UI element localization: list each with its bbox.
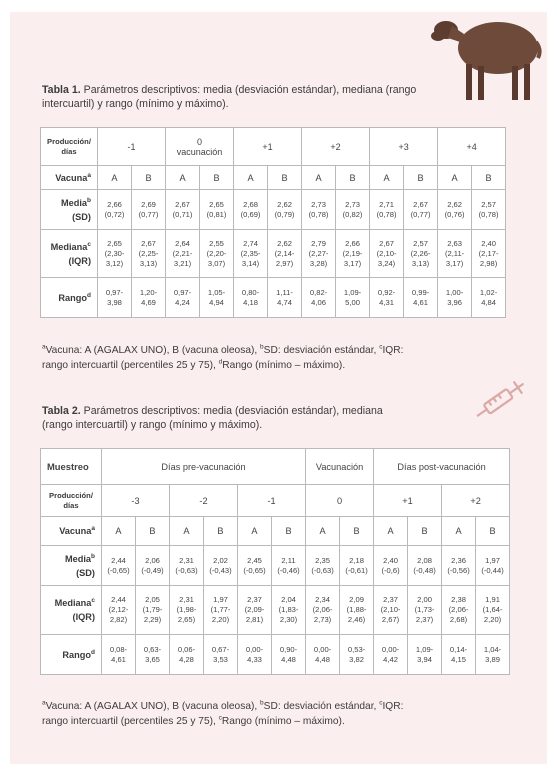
table-cell: [476, 586, 510, 635]
table-cell: [166, 190, 200, 230]
row-label-sup: c: [87, 240, 91, 248]
table-cell: [200, 278, 234, 318]
sheep-icon: [430, 8, 542, 108]
t1-note-l1: Vacuna: A (AGALAX UNO), B (vacuna oleosa),: [45, 345, 261, 356]
table-cell-value: 2,62 (2,14- 2,97): [274, 238, 295, 268]
table-cell-value: 2,64 (2,21- 3,21): [172, 238, 193, 268]
table-cell-value: 2,57 (2,26- 3,13): [410, 238, 431, 268]
vacuna-group-cell: A: [234, 166, 268, 190]
t2-vacuna-row: [41, 517, 510, 546]
table-cell-value: 0,00- 4,33: [245, 644, 264, 664]
table-cell-value: 1,91 (1,64- 2,20): [482, 595, 503, 624]
vacuna-group-cell: B: [272, 517, 306, 546]
t1-vacuna-row: [41, 166, 506, 190]
t1-vacuna-text: Vacuna: [55, 172, 88, 183]
table-cell: [132, 230, 166, 278]
table1: [40, 127, 506, 318]
table-cell: [132, 190, 166, 230]
row-label-sub: (IQR): [68, 255, 91, 266]
t2-day: [442, 485, 510, 517]
vacuna-group-cell: A: [102, 517, 136, 546]
vacuna-group-cell: A: [370, 166, 404, 190]
table-cell: [306, 586, 340, 635]
row-label: [41, 635, 102, 675]
table-cell-value: 2,62 (0,79): [274, 199, 295, 219]
table-cell-value: 2,05 (1,79- 2,29): [142, 595, 163, 624]
table2-caption-text: Parámetros descriptivos: media (desviación estándar), mediana (rango intercuartil) y rango (mínimo y máximo).: [42, 405, 383, 431]
t2-day-text: -1: [267, 495, 276, 506]
table2-caption: [42, 404, 392, 432]
t1-day-text: -1: [127, 141, 136, 152]
table-cell-value: 2,71 (0,78): [376, 199, 397, 219]
table-cell: [408, 586, 442, 635]
table-cell-value: 0,63- 3,65: [143, 644, 162, 664]
table1-caption-text: Parámetros descriptivos: media (desviación estándar), mediana (rango intercuartil) y rango (mínimo y máximo).: [42, 84, 417, 110]
t2-muestreo-text: Muestreo: [47, 461, 89, 472]
table-cell: [476, 635, 510, 675]
vacuna-group-cell: B: [404, 166, 438, 190]
row-label: [41, 278, 98, 318]
vacuna-group-cell: A: [302, 166, 336, 190]
table-cell: [302, 278, 336, 318]
table-cell: [302, 230, 336, 278]
table-cell: [102, 546, 136, 586]
table-cell-value: 0,80- 4,18: [241, 287, 260, 307]
table-cell: [476, 546, 510, 586]
t2-phase-pre-text: Días pre-vacunación: [161, 461, 246, 472]
table-cell: [336, 278, 370, 318]
table-cell-value: 2,57 (0,78): [478, 199, 499, 219]
t1-note-rango: Rango (mínimo – máximo).: [222, 359, 346, 371]
table-cell-value: 2,09 (1,88- 2,46): [346, 595, 367, 624]
table-cell: [404, 190, 438, 230]
table-cell-value: 2,36 (-0,56): [447, 555, 470, 575]
table-cell-value: 2,66 (2,19- 3,17): [342, 238, 363, 268]
vacuna-group-cell: B: [268, 166, 302, 190]
vacuna-group-cell: A: [166, 166, 200, 190]
table-cell-value: 2,38 (2,06- 2,68): [448, 595, 469, 624]
table-cell: [170, 586, 204, 635]
table-cell: [370, 230, 404, 278]
table-cell-value: 0,82- 4,06: [309, 287, 328, 307]
table-cell: [166, 230, 200, 278]
table-cell: [272, 586, 306, 635]
table-cell-value: 2,35 (-0,63): [311, 555, 334, 575]
table-cell-value: 2,40 (-0,6): [381, 555, 400, 575]
table-cell: [234, 190, 268, 230]
table-cell: [306, 546, 340, 586]
t2-day: [374, 485, 442, 517]
table-cell-value: 2,79 (2,27- 3,28): [308, 238, 329, 268]
table-cell: [438, 190, 472, 230]
vacuna-group-cell: B: [340, 517, 374, 546]
table-cell-value: 2,11 (-0,46): [277, 555, 300, 575]
t2-day-text: +2: [470, 495, 481, 506]
table-cell: [132, 278, 166, 318]
table-cell-value: 2,68 (0,69): [240, 199, 261, 219]
table-cell: [136, 546, 170, 586]
vacuna-group-cell: B: [336, 166, 370, 190]
vacuna-group-cell: B: [476, 517, 510, 546]
table-cell: [374, 546, 408, 586]
t2-phase-post-text: Días post-vacunación: [397, 461, 486, 472]
row-label-sub: (SD): [76, 567, 95, 578]
table-cell-value: 0,08- 4,61: [109, 644, 128, 664]
table-cell: [136, 586, 170, 635]
table-cell: [98, 190, 132, 230]
vacuna-group-cell: B: [136, 517, 170, 546]
table-cell-value: 2,69 (0,77): [138, 199, 159, 219]
table-cell: [102, 586, 136, 635]
t2-muestreo-label: [41, 449, 102, 485]
table-cell-value: 1,04- 3,89: [483, 644, 502, 664]
t2-header-label-text: Producción/ días: [49, 490, 93, 510]
table-cell: [442, 546, 476, 586]
t2-note-l2: rango intercuartil (percentiles 25 y 75),: [42, 715, 219, 727]
t1-header-label-text: Producción/ días: [47, 136, 91, 156]
t2-day: [306, 485, 374, 517]
table-cell-value: 2,63 (2,11- 3,17): [444, 238, 465, 268]
table-cell-value: 2,40 (2,17- 2,98): [478, 238, 499, 268]
row-label-sup: d: [91, 648, 95, 656]
table-cell-value: 2,73 (0,78): [308, 199, 329, 219]
t2-day-text: 0: [336, 495, 343, 506]
row-label-sup: c: [91, 596, 95, 604]
t2-day-text: -3: [131, 495, 140, 506]
table-cell: [136, 635, 170, 675]
t1-day-text: +1: [262, 141, 273, 152]
t1-day: [302, 128, 370, 166]
table-cell-value: 2,65 (2,30- 3,12): [104, 238, 125, 268]
table-cell: [472, 190, 506, 230]
table-cell: [166, 278, 200, 318]
table-cell: [170, 635, 204, 675]
t2-vacuna-sup: a: [91, 524, 95, 532]
table-cell-value: 2,67 (0,71): [172, 199, 193, 219]
table-cell: [238, 546, 272, 586]
row-label: [41, 230, 98, 278]
table-cell-value: 0,90- 4,48: [279, 644, 298, 664]
table-cell-value: 2,37 (2,10- 2,67): [380, 595, 401, 624]
vacuna-group-cell: A: [438, 166, 472, 190]
table-cell-value: 2,34 (2,06- 2,73): [312, 595, 333, 624]
vacuna-group-cell: A: [98, 166, 132, 190]
table-cell: [170, 546, 204, 586]
table-cell: [204, 635, 238, 675]
table-cell-value: 2,02 (-0,43): [209, 555, 232, 575]
row-label-text: Rango: [58, 292, 88, 303]
table-cell: [268, 278, 302, 318]
table-cell: [234, 278, 268, 318]
table-cell-value: 2,00 (1,73- 2,37): [414, 595, 435, 624]
table-cell-value: 1,00- 3,96: [445, 287, 464, 307]
table-cell: [442, 586, 476, 635]
t1-vacuna-label: [41, 166, 98, 190]
table-cell-value: 2,06 (-0,49): [141, 555, 164, 575]
table2-caption-title: Tabla 2.: [42, 405, 81, 417]
syringe-icon: [470, 376, 532, 424]
table-cell-value: 1,11- 4,74: [276, 287, 293, 307]
table-cell: [408, 635, 442, 675]
t1-note-sup-c: c: [379, 343, 383, 351]
table-cell: [238, 586, 272, 635]
table-cell-value: 0,06- 4,28: [177, 644, 196, 664]
t1-day: [98, 128, 166, 166]
table-cell: [200, 230, 234, 278]
table-cell: [268, 190, 302, 230]
table-cell: [102, 635, 136, 675]
table-cell-value: 0,53- 3,82: [347, 644, 366, 664]
table-cell: [268, 230, 302, 278]
row-label: [41, 586, 102, 635]
t1-note-iqr: IQR:: [382, 345, 404, 356]
table1-caption-title: Tabla 1.: [42, 84, 81, 96]
table-cell: [234, 230, 268, 278]
table-cell: [306, 635, 340, 675]
t2-day-text: -2: [199, 495, 208, 506]
row-label-text: Rango: [62, 649, 92, 660]
t2-note-sup-c: c: [379, 699, 383, 707]
table-cell: [336, 190, 370, 230]
row-label-sup: d: [87, 291, 91, 299]
table-cell-value: 2,18 (-0,61): [345, 555, 368, 575]
t1-day: [166, 128, 234, 166]
table-cell: [204, 586, 238, 635]
vacuna-group-cell: B: [200, 166, 234, 190]
vacuna-group-cell: A: [442, 517, 476, 546]
table-cell-value: 0,92- 4,31: [377, 287, 396, 307]
t2-header-label: [41, 485, 102, 517]
t2-phase-vac: [306, 449, 374, 485]
t1-row-mediana: [41, 230, 506, 278]
table-cell-value: 2,37 (2,09- 2,81): [244, 595, 265, 624]
t2-note-rango: Rango (mínimo – máximo).: [221, 715, 345, 727]
t2-row-mediana: [41, 586, 510, 635]
table-cell-value: 2,31 (1,98- 2,65): [176, 595, 197, 624]
t1-note-l2: rango intercuartil (percentiles 25 y 75),: [42, 359, 219, 371]
t2-vacuna-text: Vacuna: [59, 526, 92, 536]
t2-note-l1: Vacuna: A (AGALAX UNO), B (vacuna oleosa),: [45, 701, 261, 712]
t2-day: [102, 485, 170, 517]
table-cell-value: 0,00- 4,48: [313, 644, 332, 664]
t1-day: [438, 128, 506, 166]
row-label-text: Mediana: [50, 241, 88, 252]
table-cell: [200, 190, 234, 230]
t2-row-rango: [41, 635, 510, 675]
t1-day: [234, 128, 302, 166]
vacuna-group-cell: B: [472, 166, 506, 190]
table-cell-value: 2,08 (-0,48): [413, 555, 436, 575]
t1-day-text: 0 vacunación: [176, 136, 223, 157]
table1-note: [42, 344, 482, 373]
table-cell: [370, 278, 404, 318]
table-cell: [204, 546, 238, 586]
table-cell-value: 2,55 (2,20- 3,07): [206, 238, 227, 268]
table-cell: [438, 230, 472, 278]
table-cell-value: 1,09- 5,00: [343, 287, 362, 307]
table-cell-value: 0,97- 4,24: [173, 287, 192, 307]
row-label-text: Mediana: [54, 598, 92, 608]
table1-caption: [42, 83, 432, 111]
vacuna-group-cell: A: [170, 517, 204, 546]
t2-row-media: [41, 546, 510, 586]
table-cell-value: 2,45 (-0,65): [243, 555, 266, 575]
t2-day-text: +1: [402, 495, 413, 506]
table-cell: [438, 278, 472, 318]
table-cell-value: 2,73 (0,82): [342, 199, 363, 219]
table-cell-value: 1,97 (-0,44): [481, 555, 504, 575]
table-cell-value: 1,09- 3,94: [415, 644, 434, 664]
table-cell: [238, 635, 272, 675]
t1-row-rango: [41, 278, 506, 318]
table-cell-value: 2,74 (2,35- 3,14): [240, 238, 261, 268]
table-cell-value: 2,67 (2,25- 3,13): [138, 238, 159, 268]
vacuna-group-cell: A: [306, 517, 340, 546]
table-cell: [442, 635, 476, 675]
t1-note-sup-a: a: [42, 343, 46, 351]
table-cell: [340, 546, 374, 586]
table-cell-value: 2,62 (0,76): [444, 199, 465, 219]
vacuna-group-cell: A: [238, 517, 272, 546]
table-cell-value: 1,02- 4,84: [479, 287, 498, 307]
row-label-text: Media: [64, 553, 92, 564]
t2-note-sd: SD: desviación estándar,: [263, 701, 380, 712]
table-cell-value: 0,14- 4,15: [449, 644, 468, 664]
table-cell-value: 2,44 (2,12- 2,82): [108, 595, 129, 624]
row-label-sup: b: [87, 196, 91, 204]
table-cell: [408, 546, 442, 586]
table-cell: [472, 230, 506, 278]
table-cell-value: 2,67 (0,77): [410, 199, 431, 219]
table-cell: [340, 635, 374, 675]
row-label-text: Media: [60, 197, 88, 208]
t2-phase-post: [374, 449, 510, 485]
t2-day: [238, 485, 306, 517]
t1-day-text: +3: [398, 141, 409, 152]
vacuna-group-cell: B: [408, 517, 442, 546]
vacuna-group-cell: A: [374, 517, 408, 546]
t2-day: [170, 485, 238, 517]
t1-day-text: +2: [330, 141, 341, 152]
t2-note-sup-b: b: [260, 699, 264, 707]
table-cell-value: 0,97- 3,98: [105, 287, 124, 307]
table-cell: [370, 190, 404, 230]
t2-note-sup-d: c: [218, 714, 222, 722]
table-cell-value: 0,67- 3,53: [211, 644, 230, 664]
table-cell: [336, 230, 370, 278]
table-cell: [98, 230, 132, 278]
table-cell: [404, 230, 438, 278]
row-label: [41, 546, 102, 586]
table-cell-value: 1,97 (1,77- 2,20): [210, 595, 231, 624]
table-cell: [374, 586, 408, 635]
t1-note-sup-b: b: [260, 343, 264, 351]
table-cell-value: 2,65 (0,81): [206, 199, 227, 219]
table-cell: [472, 278, 506, 318]
row-label-sub: (SD): [72, 211, 91, 222]
row-label-sup: b: [91, 552, 95, 560]
row-label-sub: (IQR): [72, 612, 95, 622]
table2-note: [42, 700, 482, 729]
table-cell: [272, 635, 306, 675]
table-cell: [272, 546, 306, 586]
table-cell-value: 1,20- 4,69: [139, 287, 158, 307]
table-cell-value: 1,05- 4,94: [207, 287, 226, 307]
table-cell: [404, 278, 438, 318]
t2-vacuna-label: [41, 517, 102, 546]
table-cell: [302, 190, 336, 230]
t1-note-sd: SD: desviación estándar,: [263, 345, 380, 356]
t1-note-sup-d: d: [218, 358, 223, 366]
table2: [40, 448, 510, 675]
table-cell-value: 0,99- 4,61: [411, 287, 430, 307]
t2-phase-pre: [102, 449, 306, 485]
table-cell-value: 2,04 (1,83- 2,30): [278, 595, 299, 624]
table-cell-value: 2,31 (-0,63): [175, 555, 198, 575]
table-cell-value: 0,00- 4,42: [381, 644, 400, 664]
table-cell-value: 2,67 (2,10- 3,24): [376, 238, 397, 268]
t1-vacuna-sup: a: [87, 171, 91, 179]
row-label: [41, 190, 98, 230]
t1-row-media: [41, 190, 506, 230]
t2-note-iqr: IQR:: [382, 701, 404, 712]
table-cell: [340, 586, 374, 635]
vacuna-group-cell: B: [204, 517, 238, 546]
t1-day-text: +4: [466, 141, 477, 152]
t1-header-label: [41, 128, 98, 166]
table-cell-value: 2,44 (-0,65): [107, 555, 130, 575]
table-cell-value: 2,66 (0,72): [104, 199, 125, 219]
t2-phase-vac-text: Vacunación: [315, 461, 364, 472]
t2-note-sup-a: a: [42, 699, 46, 707]
table-cell: [98, 278, 132, 318]
table-cell: [374, 635, 408, 675]
t1-day: [370, 128, 438, 166]
vacuna-group-cell: B: [132, 166, 166, 190]
